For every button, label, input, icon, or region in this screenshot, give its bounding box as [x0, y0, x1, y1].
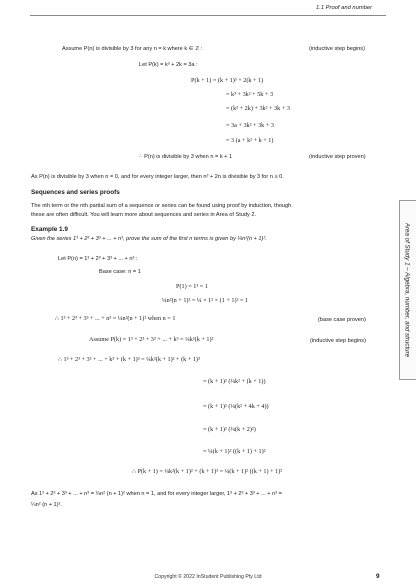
closing-line: ¼n² (n + 1)². [31, 502, 62, 508]
footer-copyright: Copyright © 2022 InStudent Publishing Pty Ltd [154, 574, 262, 580]
assume-line: Assume P(n) is divisible by 3 for any n = k where k ∈ ℤ : [62, 46, 203, 52]
base-case-label: Base case: n = 1 [99, 269, 141, 275]
assume-pk-note: (inductive step begins) [310, 338, 366, 344]
page-number: 9 [376, 573, 380, 580]
summary-sentence: As P(n) is divisible by 3 when n = 0, and for every integer larger, then n³ + 2n is divisible by 3 for n ≥ 0. [31, 174, 284, 180]
closing-line: As 1³ + 2³ + 3³ + ... + n³ = ¼n² (n + 1)² when n = 1, and for every integer larger, 1³ + 2³ + 3³ + ... + n³ = [31, 491, 282, 497]
header-rule [30, 15, 386, 16]
induction-line: = 3a + 3k² + 3k + 3 [226, 122, 274, 129]
assume-pk: Assume P(k) = 1³ + 2³ + 3³ + ... + k³ = ¼k²(k + 1)² [89, 336, 214, 343]
base-line: ¼n²(n + 1)² = ¼ × 1² × (1 + 1)² = 1 [162, 297, 249, 304]
example-title: Example 1.9 [31, 226, 68, 233]
example-let: Let P(n) = 1³ + 2³ + 3³ + ... + n³ : [58, 256, 138, 262]
side-tab-text: Area of Study 1 – Algebra, number, and structure [403, 222, 411, 358]
section-paragraph-line: these are often difficult. You will learn more about sequences and series in Area of Study 2. [31, 212, 257, 218]
assume-note: (inductive step begins) [309, 46, 365, 52]
let-line: Let P(k) = k³ + 2k = 3a : [139, 62, 198, 68]
step-line: = ¼(k + 1)² ((k + 1) + 1)² [203, 448, 266, 455]
induction-line: = 3 (a + k² + k + 1) [226, 137, 274, 144]
step-line: = (k + 1)² (¼k² + (k + 1)) [203, 378, 266, 385]
step-final: ∴ P(k + 1) = ¼k²(k + 1)² + (k + 1)³ = ¼(k + 1)² ((k + 1) + 1)² [132, 468, 283, 475]
inductive-conclusion: ∴ P(n) is divisible by 3 when n = k + 1 [139, 154, 233, 160]
step-first: ∴ 1³ + 2³ + 3³ + ... + k³ + (k + 1)³ = ¼k²(k + 1)² + (k + 1)³ [58, 356, 200, 363]
example-prompt: Given the series 1³ + 2³ + 3³ + ... + n³, prove the sum of the first n terms is given by ¼n²(n + 1)². [31, 236, 267, 242]
induction-line: = (k³ + 2k) + 3k² + 3k + 3 [226, 105, 290, 112]
section-header: 1.1 Proof and number [316, 5, 373, 11]
inductive-note: (inductive step proven) [309, 154, 366, 160]
step-line: = (k + 1)² (¼(k + 2)²) [203, 426, 256, 433]
induction-line: P(k + 1) = (k + 1)³ + 2(k + 1) [191, 77, 264, 84]
base-conclusion: ∴ 1³ + 2³ + 3³ + ... + n³ = ¼n²(n + 1)² when n = 1 [55, 315, 176, 322]
step-line: = (k + 1)² (¼(k² + 4k + 4)) [203, 403, 269, 410]
section-heading: Sequences and series proofs [31, 189, 120, 196]
base-line: P(1) = 1³ = 1 [176, 283, 208, 290]
base-note: (base case proven) [318, 317, 366, 323]
section-paragraph-line: The nth term or the nth partial sum of a sequence or series can be found using proof by induction, though [31, 203, 292, 209]
induction-line: = k³ + 3k² + 5k + 3 [226, 91, 274, 98]
